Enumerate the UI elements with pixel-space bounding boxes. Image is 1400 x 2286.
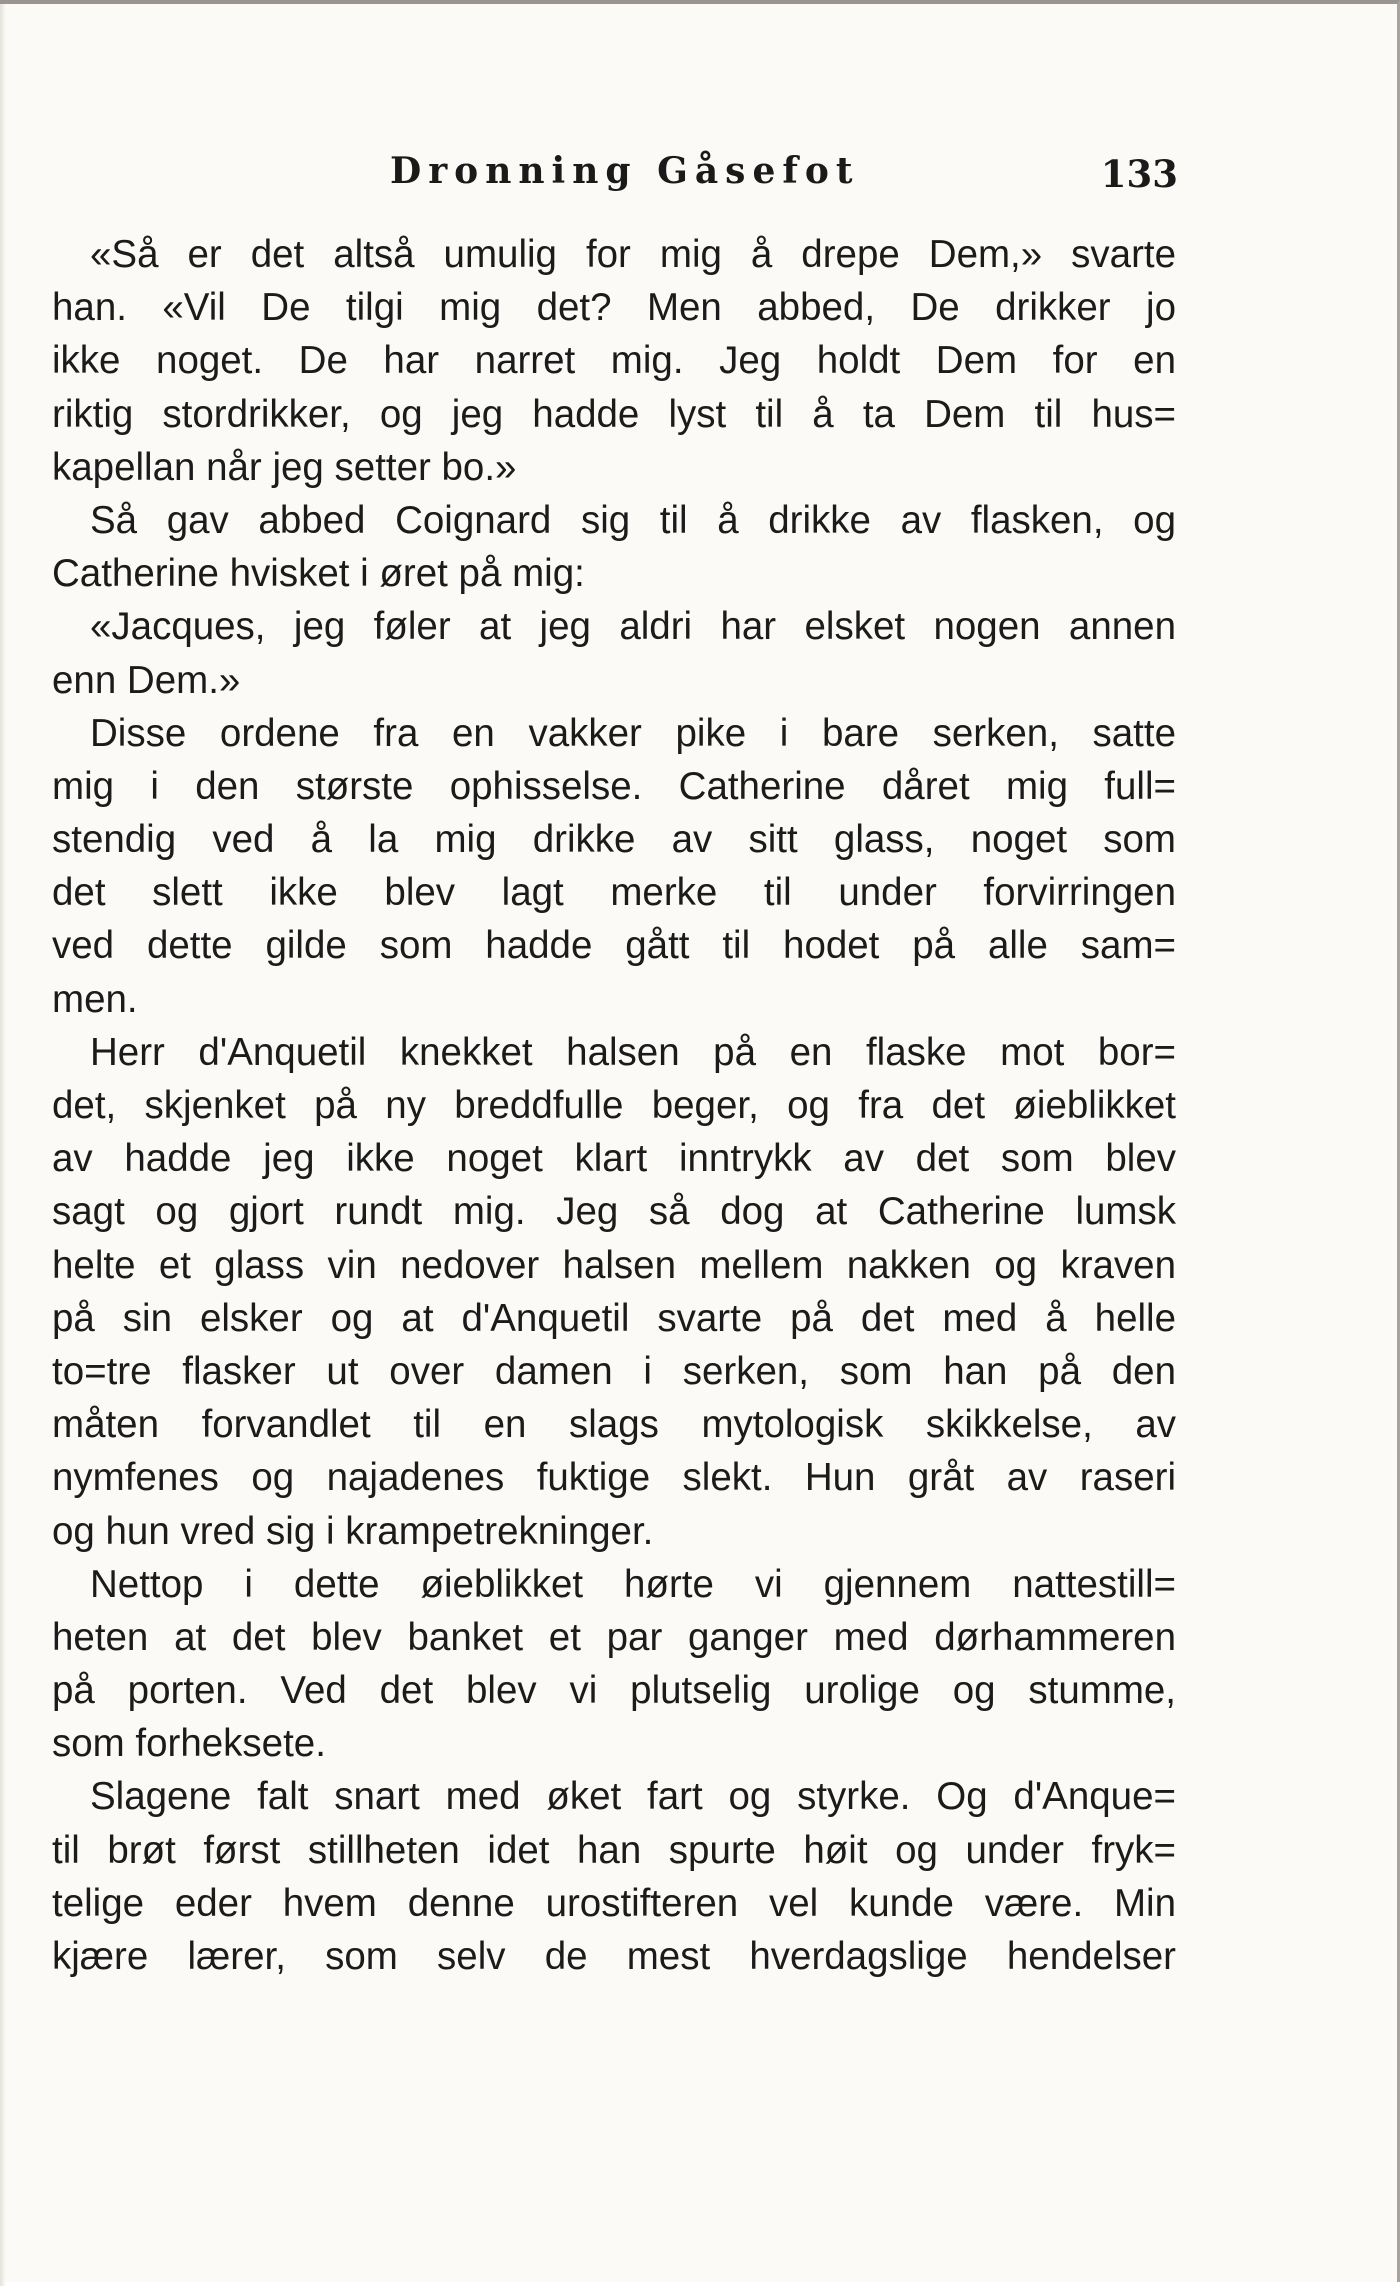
text-line: sagt og gjort rundt mig. Jeg så dog at Catherine lumsk	[52, 1190, 1176, 1234]
text-line: Herr d'Anquetil knekket halsen på en flaske mot bor=	[90, 1030, 1176, 1074]
text-line: av hadde jeg ikke noget klart inntrykk av det som blev	[52, 1137, 1176, 1181]
text-line: Slagene falt snart med øket fart og styrke. Og d'Anque=	[90, 1775, 1176, 1819]
text-line: det slett ikke blev lagt merke til under forvirringen	[52, 871, 1176, 915]
text-line: men.	[52, 977, 138, 1021]
text-line: to=tre flasker ut over damen i serken, som han på den	[52, 1349, 1176, 1393]
text-line: telige eder hvem denne urostifteren vel kunde være. Min	[52, 1881, 1176, 1925]
text-line: og hun vred sig i krampetrekninger.	[52, 1509, 654, 1553]
body-text	[52, 228, 1176, 1983]
text-line: Nettop i dette øieblikket hørte vi gjennem nattestill=	[90, 1562, 1176, 1606]
page-gutter-shadow	[0, 4, 6, 2286]
text-line: det, skjenket på ny breddfulle beger, og fra det øieblikket	[52, 1084, 1176, 1127]
text-line: kapellan når jeg setter bo.»	[52, 445, 517, 489]
page-header	[0, 144, 1400, 204]
text-line: ikke noget. De har narret mig. Jeg holdt Dem for en	[52, 339, 1176, 383]
text-line: Så gav abbed Coignard sig til å drikke av flasken, og	[90, 498, 1176, 542]
text-line: «Jacques, jeg føler at jeg aldri har elsket nogen annen	[90, 605, 1176, 649]
text-line: Catherine hvisket i øret på mig:	[52, 552, 585, 596]
text-line: kjære lærer, som selv de mest hverdagslige hendelser	[52, 1935, 1176, 1978]
text-line: ved dette gilde som hadde gått til hodet på alle sam=	[52, 924, 1176, 968]
text-line: han. «Vil De tilgi mig det? Men abbed, De drikker jo	[52, 286, 1176, 330]
running-title: Dronning Gåsefot	[390, 150, 860, 192]
text-line: måten forvandlet til en slags mytologisk skikkelse, av	[52, 1403, 1176, 1447]
text-line: på porten. Ved det blev vi plutselig urolige og stumme,	[52, 1669, 1176, 1713]
text-line: heten at det blev banket et par ganger med dørhammeren	[52, 1615, 1176, 1659]
text-line: riktig stordrikker, og jeg hadde lyst til å ta Dem til hus=	[52, 392, 1176, 436]
text-line: til brøt først stillheten idet han spurte høit og under fryk=	[52, 1828, 1176, 1872]
text-line: mig i den største ophisselse. Catherine dåret mig full=	[52, 764, 1176, 808]
text-line: Disse ordene fra en vakker pike i bare serken, satte	[90, 711, 1176, 755]
text-line: helte et glass vin nedover halsen mellem nakken og kraven	[52, 1243, 1176, 1287]
text-line: som forheksete.	[52, 1722, 326, 1766]
text-line: nymfenes og najadenes fuktige slekt. Hun gråt av raseri	[52, 1456, 1176, 1500]
page-number: 133	[1100, 152, 1178, 196]
text-line: på sin elsker og at d'Anquetil svarte på det med å helle	[52, 1296, 1176, 1340]
text-line: «Så er det altså umulig for mig å drepe Dem,» svarte	[90, 233, 1176, 276]
text-line: enn Dem.»	[52, 658, 241, 702]
text-line: stendig ved å la mig drikke av sitt glass, noget som	[52, 818, 1176, 862]
